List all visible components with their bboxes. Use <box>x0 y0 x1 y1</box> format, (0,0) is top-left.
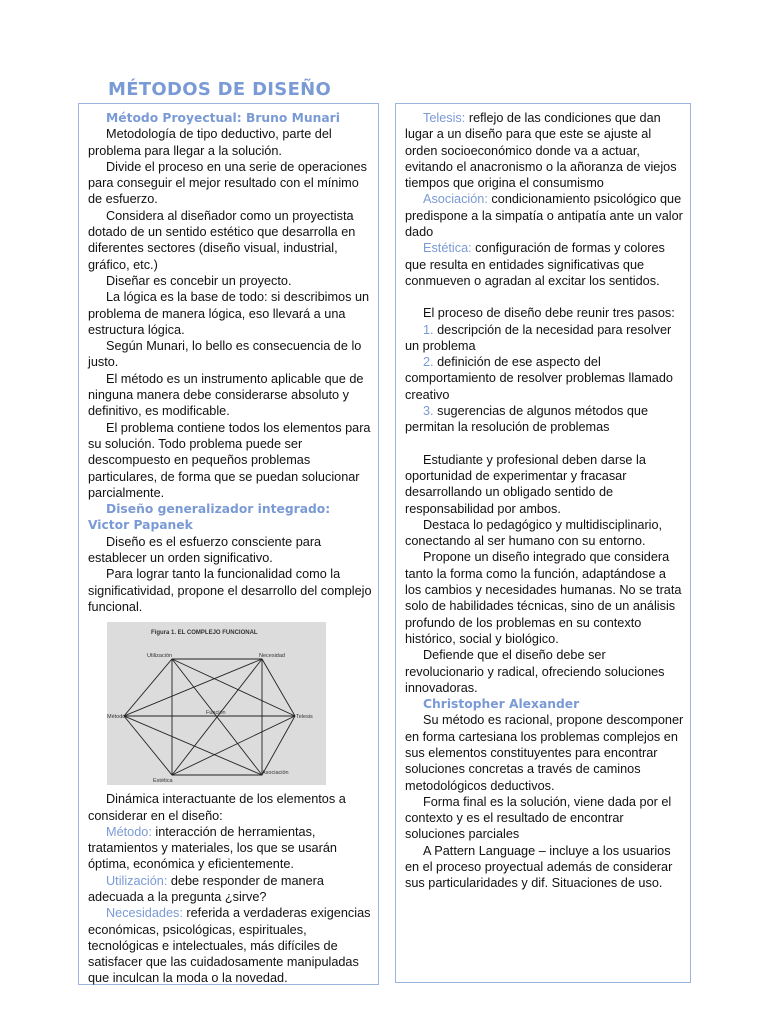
heading-papanek-a: Diseño generalizador integrado: <box>106 502 331 517</box>
node-metodo: Método <box>107 714 126 721</box>
term-text: condicionamiento psicológico que predispone a la simpatía o antipatía ante un valor dado <box>405 192 683 240</box>
page-title: MÉTODOS DE DISEÑO <box>108 79 332 100</box>
step-number: 2. <box>423 355 434 370</box>
paragraph: Forma final es la solución, viene dada por el contexto y es el resultado de encontrar soluciones parciales <box>405 794 672 842</box>
term-necesidades <box>88 905 372 986</box>
paragraph: Metodología de tipo deductivo, parte del problema para llegar a la solución. <box>88 127 332 158</box>
spacer <box>405 289 684 305</box>
paragraph: Su método es racional, propone descomponer en forma cartesiana los problemas complejos en sus elementos constituyentes para encontrar soluciones concretas a través de caminos metodológicos deductivos. <box>405 713 684 793</box>
term-label: Método: <box>106 824 152 839</box>
heading-alexander: Christopher Alexander <box>423 697 580 712</box>
functional-complex-figure <box>107 622 326 785</box>
paragraph: El problema contiene todos los elementos para su solución. Todo problema puede ser descompuesto en pequeños problemas particulares, de forma que se puedan solucionar parcialmente. <box>88 420 371 500</box>
paragraph: El método es un instrumento aplicable que de ninguna manera debe considerarse absoluto y definitivo, es modificable. <box>88 371 364 419</box>
term-text: interacción de herramientas, tratamientos y materiales, los que se usarán óptima, económica y eficientemente. <box>88 824 337 872</box>
step-2 <box>405 354 684 403</box>
node-necesidad: Necesidad <box>259 653 285 660</box>
term-telesis <box>405 110 684 191</box>
paragraph: Propone un diseño integrado que considera tanto la forma como la función, adaptándose a los cambios y necesidades humanas. No se trata solo de habilidades técnicas, sino de un análisis profundo de los problemas en su contexto histórico, social y biológico. <box>405 550 682 646</box>
node-estetica: Estética <box>153 778 173 785</box>
paragraph: Para lograr tanto la funcionalidad como la significatividad, propone el desarrollo del complejo funcional. <box>88 567 372 614</box>
term-text: configuración de formas y colores que resulta en entidades significativas que conmueven o agradan al excitar los sentidos. <box>405 241 665 288</box>
paragraph: Defiende que el diseño debe ser revolucionario y radical, ofreciendo soluciones innovadoras. <box>405 648 665 695</box>
paragraph: La lógica es la base de todo: si describimos un problema de manera lógica, eso llevará a una estructura lógica. <box>88 290 370 337</box>
paragraph: Según Munari, lo bello es consecuencia de lo justo. <box>88 339 362 370</box>
term-label: Telesis: <box>423 111 466 125</box>
step-1 <box>405 322 684 355</box>
diagram-lines <box>124 659 295 775</box>
right-column <box>395 103 691 983</box>
heading-papanek-b: Victor Papanek <box>88 518 193 533</box>
step-3 <box>405 403 684 436</box>
paragraph: Divide el proceso en una serie de operaciones para conseguir el mejor resultado con el mínimo de esfuerzo. <box>88 159 367 207</box>
paragraph: Destaca lo pedagógico y multidisciplinario, conectando al ser humano con su entorno. <box>405 517 663 549</box>
node-utilizacion: Utilización <box>147 653 173 660</box>
node-telesis: Telesis <box>296 714 313 721</box>
spacer <box>405 436 684 452</box>
functional-complex-diagram <box>107 622 326 785</box>
term-label: Asociación: <box>423 192 488 207</box>
step-text: definición de ese aspecto del comportamiento de resolver problemas llamado creativo <box>405 355 673 402</box>
term-text: reflejo de las condiciones que dan lugar a un diseño para que este se ajuste al orden socioeconómico donde va a actuar, evitando el anacronismo o la añoranza de viejos tiempos que origina el consumismo <box>405 111 677 191</box>
term-label: Utilización: <box>106 873 168 888</box>
term-asociacion <box>405 191 684 240</box>
figure-caption: Figura 1. EL COMPLEJO FUNCIONAL <box>151 630 258 637</box>
paragraph: El proceso de diseño debe reunir tres pasos: <box>423 306 675 321</box>
paragraph: Dinámica interactuante de los elementos a considerar en el diseño: <box>88 792 346 823</box>
step-text: sugerencias de algunos métodos que permitan la resolución de problemas <box>405 404 649 435</box>
term-metodo <box>88 824 372 873</box>
term-utilizacion <box>88 873 372 906</box>
paragraph: Diseñar es concebir un proyecto. <box>106 273 292 288</box>
step-number: 3. <box>423 404 434 419</box>
paragraph: Diseño es el esfuerzo consciente para establecer un orden significativo. <box>88 534 322 566</box>
term-text: debe responder de manera adecuada a la pregunta ¿sirve? <box>88 873 324 904</box>
term-label: Estética: <box>423 241 472 256</box>
left-column <box>78 103 379 985</box>
term-estetica <box>405 240 684 289</box>
paragraph: Estudiante y profesional deben darse la oportunidad de experimentar y fracasar desarrollando un obligado sentido de responsabilidad por ambos. <box>405 452 646 516</box>
step-text: descripción de la necesidad para resolver un problema <box>405 322 672 353</box>
paragraph: A Pattern Language – incluye a los usuarios en el proceso proyectual además de considerar sus particularidades y dif. Situaciones de uso. <box>405 843 673 891</box>
paragraph: Considera al diseñador como un proyectista dotado de un sentido estético que desarrolla en diferentes sectores (diseño visual, industrial, gráfico, etc.) <box>88 208 356 272</box>
heading-munari: Método Proyectual: Bruno Munari <box>106 111 340 125</box>
term-label: Necesidades: <box>106 906 183 921</box>
node-asociacion: Asociación <box>262 770 289 777</box>
step-number: 1. <box>423 322 434 337</box>
term-text: referida a verdaderas exigencias económicas, psicológicas, espirituales, tecnológicas e intelectuales, más difíciles de satisfacer que las cuidadosamente manipuladas que inculcan la moda o la novedad. <box>88 906 371 986</box>
node-funcion: Función <box>206 710 226 717</box>
